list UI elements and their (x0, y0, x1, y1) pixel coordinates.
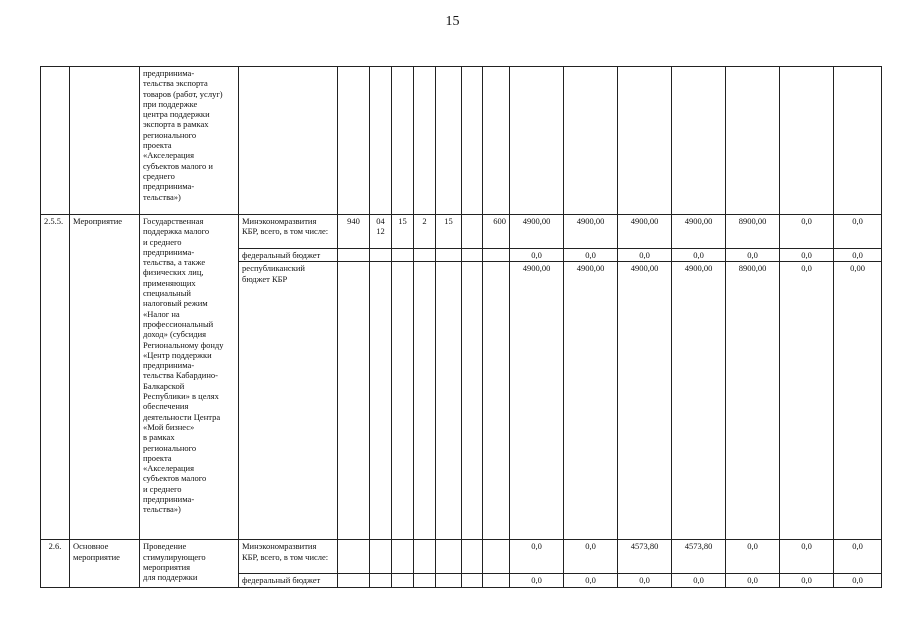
csr-cell (462, 67, 483, 215)
vr-cell: 600 (483, 215, 510, 249)
csr-cell (462, 262, 483, 540)
value-cell: 8900,00 (726, 215, 780, 249)
value-cell: 0,0 (564, 540, 618, 574)
value-cell: 0,0 (726, 249, 780, 262)
rzpr-cell (370, 262, 392, 540)
value-cell: 4573,80 (672, 540, 726, 574)
value-cell (510, 67, 564, 215)
value-cell: 0,0 (510, 249, 564, 262)
value-cell: 0,0 (672, 249, 726, 262)
csr-cell (414, 262, 436, 540)
executor-cell: Минэкономразвития КБР, всего, в том числе: (239, 215, 338, 249)
value-cell (726, 67, 780, 215)
value-cell: 0,0 (564, 249, 618, 262)
table-row (41, 215, 882, 249)
row-number (41, 67, 70, 215)
value-cell: 4900,00 (618, 215, 672, 249)
value-cell: 0,0 (726, 574, 780, 587)
executor-cell (239, 67, 338, 215)
value-cell: 0,0 (834, 215, 882, 249)
row-title: Проведение стимулирующего мероприятия для поддержки (140, 540, 239, 587)
rzpr-cell (370, 67, 392, 215)
executor-cell: федеральный бюджет (239, 249, 338, 262)
vr-cell (483, 249, 510, 262)
value-cell: 4900,00 (564, 215, 618, 249)
csr-cell (462, 540, 483, 574)
value-cell: 0,0 (726, 540, 780, 574)
vr-cell (483, 540, 510, 574)
value-cell: 4900,00 (510, 262, 564, 540)
value-cell: 0,0 (834, 249, 882, 262)
vr-cell (483, 67, 510, 215)
csr-cell (414, 574, 436, 587)
grbs-cell: 940 (338, 215, 370, 249)
rzpr-cell (370, 574, 392, 587)
csr-cell (462, 215, 483, 249)
value-cell: 4900,00 (672, 215, 726, 249)
csr-cell (436, 67, 462, 215)
table-row (41, 67, 882, 215)
row-status (70, 67, 140, 215)
row-status: Мероприятие (70, 215, 140, 540)
csr-cell (392, 249, 414, 262)
value-cell: 0,0 (834, 574, 882, 587)
value-cell: 0,00 (834, 262, 882, 540)
value-cell: 0,0 (780, 262, 834, 540)
table-row (41, 540, 882, 574)
csr-cell (462, 249, 483, 262)
csr-cell (436, 574, 462, 587)
value-cell: 4900,00 (510, 215, 564, 249)
executor-cell: федеральный бюджет (239, 574, 338, 587)
grbs-cell (338, 67, 370, 215)
value-cell: 0,0 (834, 540, 882, 574)
csr-cell (392, 574, 414, 587)
csr-cell (392, 262, 414, 540)
row-number: 2.6. (41, 540, 70, 587)
value-cell: 4900,00 (672, 262, 726, 540)
value-cell (672, 67, 726, 215)
rzpr-cell: 04 12 (370, 215, 392, 249)
grbs-cell (338, 262, 370, 540)
value-cell: 0,0 (780, 249, 834, 262)
value-cell: 0,0 (618, 574, 672, 587)
csr-cell (414, 67, 436, 215)
rzpr-cell (370, 540, 392, 574)
value-cell: 8900,00 (726, 262, 780, 540)
value-cell (564, 67, 618, 215)
grbs-cell (338, 249, 370, 262)
value-cell: 4900,00 (564, 262, 618, 540)
budget-table (40, 66, 882, 588)
csr-cell: 15 (436, 215, 462, 249)
value-cell: 0,0 (510, 540, 564, 574)
csr-cell: 2 (414, 215, 436, 249)
value-cell: 0,0 (564, 574, 618, 587)
value-cell (780, 67, 834, 215)
row-status: Основное мероприятие (70, 540, 140, 587)
row-title: Государственная поддержка малого и среднего предпринима- тельства, а также физических лиц, применяющих специальный налоговый режим «Налог на профессиональный доход» (субсидия Региональному фонду «Центр поддержки предпринима- тельства Кабардино- Балкарской Республики» в целях обеспечения деятельности Центра «Мой бизнес» в рамках регионального проекта «Акселерация субъектов малого и среднего предпринима- тельства») (140, 215, 239, 540)
row-title: предпринима- тельства экспорта товаров (работ, услуг) при поддержке центра поддержки экспорта в рамках регионального проекта «Акселерация субъектов малого и среднего предпринима- тельства») (140, 67, 239, 215)
value-cell (834, 67, 882, 215)
csr-cell (462, 574, 483, 587)
executor-cell: республиканский бюджет КБР (239, 262, 338, 540)
page-number: 15 (445, 14, 460, 29)
csr-cell (414, 249, 436, 262)
csr-cell (414, 540, 436, 574)
csr-cell (392, 540, 414, 574)
row-number: 2.5.5. (41, 215, 70, 540)
value-cell: 0,0 (672, 574, 726, 587)
value-cell: 4573,80 (618, 540, 672, 574)
csr-cell (436, 262, 462, 540)
value-cell: 4900,00 (618, 262, 672, 540)
grbs-cell (338, 574, 370, 587)
value-cell: 0,0 (510, 574, 564, 587)
value-cell: 0,0 (618, 249, 672, 262)
csr-cell: 15 (392, 215, 414, 249)
csr-cell (392, 67, 414, 215)
grbs-cell (338, 540, 370, 574)
csr-cell (436, 249, 462, 262)
vr-cell (483, 574, 510, 587)
executor-cell: Минэкономразвития КБР, всего, в том числе: (239, 540, 338, 574)
vr-cell (483, 262, 510, 540)
value-cell: 0,0 (780, 540, 834, 574)
value-cell: 0,0 (780, 215, 834, 249)
value-cell (618, 67, 672, 215)
rzpr-cell (370, 249, 392, 262)
value-cell: 0,0 (780, 574, 834, 587)
csr-cell (436, 540, 462, 574)
